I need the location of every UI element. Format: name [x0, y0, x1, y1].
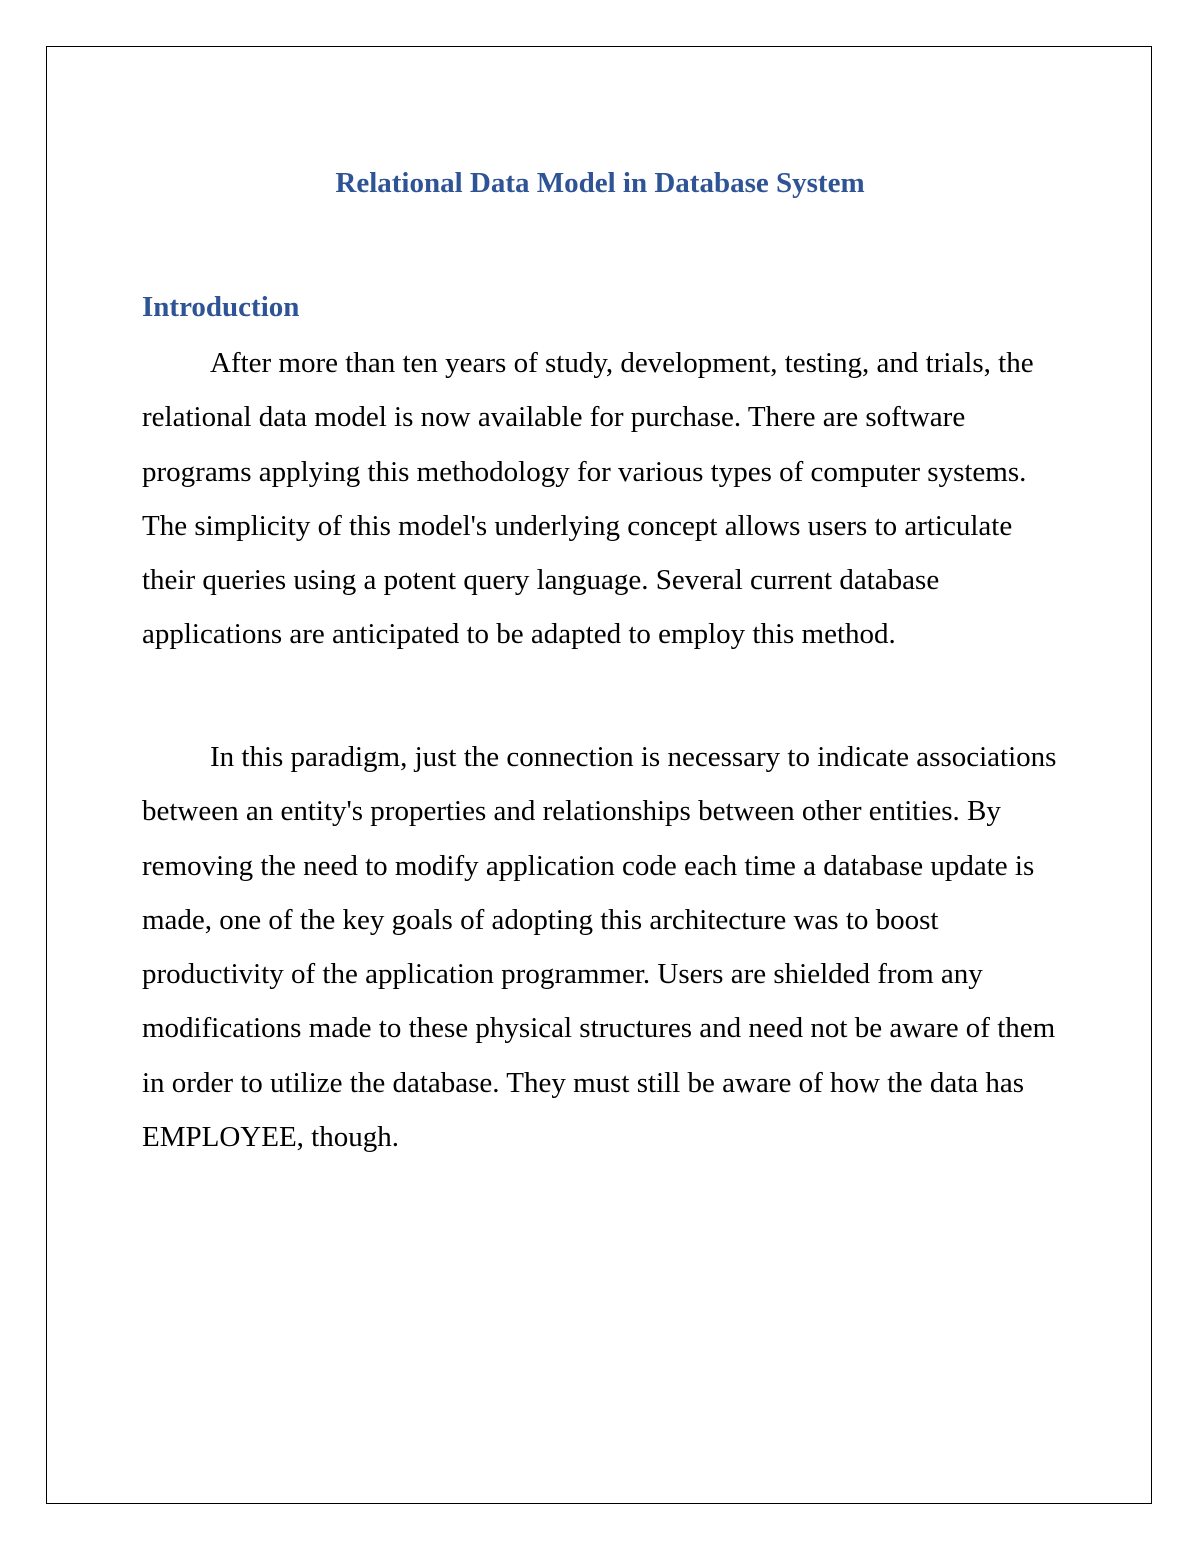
body-paragraph-1: After more than ten years of study, development, testing, and trials, the relational data model is now available for purchase. There are software programs applying this methodology for various types of computer systems. The simplicity of this model's underlying concept allows users to articulate their queries using a potent query language. Several current database applications are anticipated to be adapted to employ this method. [142, 347, 1034, 651]
body-paragraph-2: In this paradigm, just the connection is necessary to indicate associations between an entity's properties and relationships between other entities. By removing the need to modify application code each time a database update is made, one of the key goals of adopting this architecture was to boost productivity of the application programmer. Users are shielded from any modifications made to these physical structures and need not be aware of them in order to utilize the database. They must still be aware of how the data has EMPLOYEE, though. [142, 741, 1057, 1154]
document-title: Relational Data Model in Database System [335, 167, 865, 199]
section-heading-introduction: Introduction [142, 291, 300, 323]
